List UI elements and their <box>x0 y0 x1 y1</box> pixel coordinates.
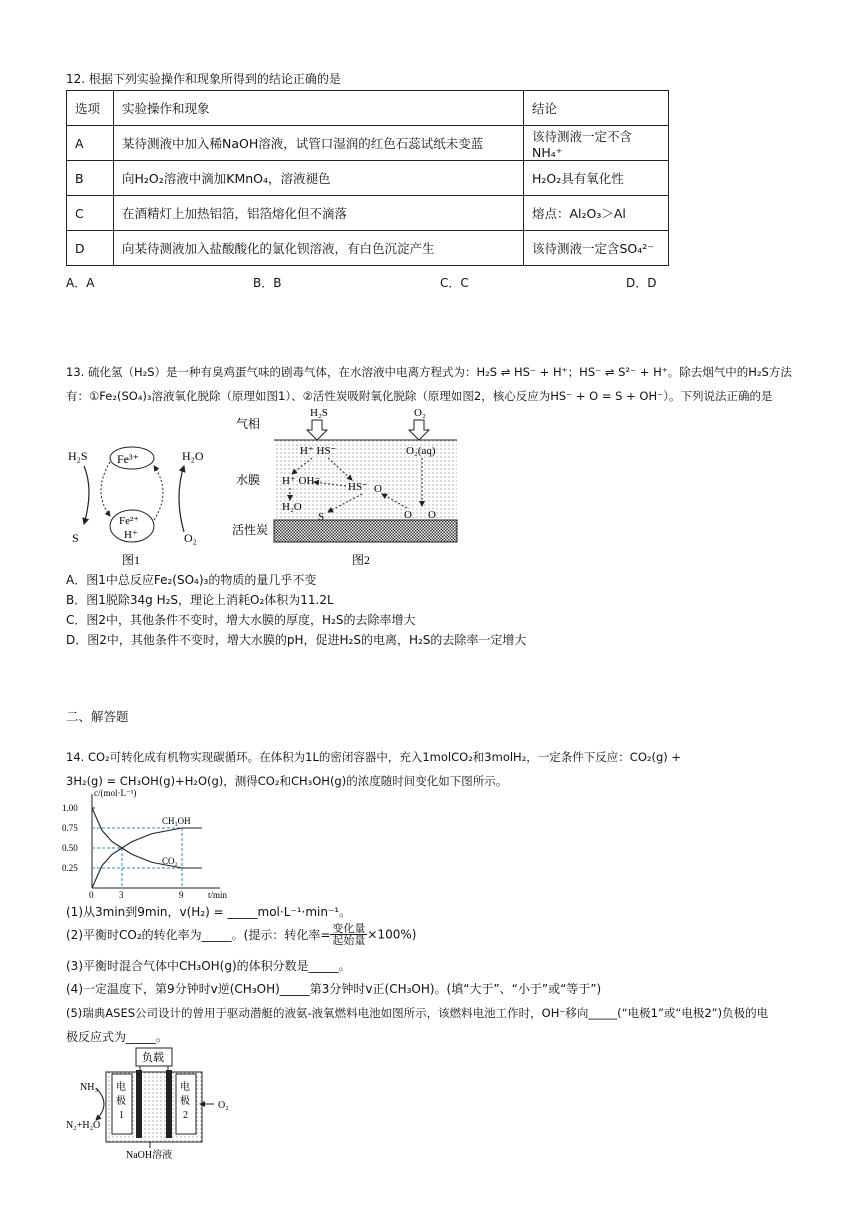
table-cell-option: A <box>67 126 114 161</box>
table-header: 结论 <box>524 91 669 126</box>
n2h2o-label: N₂+H₂O <box>66 1120 101 1131</box>
x-axis-label: t/min <box>208 890 228 900</box>
electrode-1-label: 极 <box>116 1096 126 1107</box>
q12-table <box>66 90 669 266</box>
table-row <box>67 126 669 161</box>
x-tick-label: 9 <box>179 890 184 900</box>
series-label: CO₂ <box>162 856 178 866</box>
q14-sub2 <box>66 923 416 949</box>
fig2-carbon: 活性炭 <box>232 523 269 537</box>
fig2-hs: HS⁻ <box>348 481 368 493</box>
q13-stem-line2: 有：①Fe₂(SO₄)₃溶液氧化脱除（原理如图1）、②活性炭吸附氧化脱除（原理如图2，核心反应为HS⁻ + O = S + OH⁻）。下列说法正确的是 <box>66 389 773 403</box>
nh3-label: NH₃ <box>80 1082 98 1093</box>
q14-sub4: (4)一定温度下，第9分钟时v逆(CH₃OH)_____第3分钟时v正(CH₃OH)。(填“大于”、“小于”或“等于”) <box>66 982 602 996</box>
electrode-1-label: 1 <box>119 1110 124 1121</box>
table-cell-operation: 向某待测液加入盐酸酸化的氯化钡溶液，有白色沉淀产生 <box>114 231 524 266</box>
fig2-o-right: O <box>428 509 436 521</box>
fig1-fe3: Fe³⁺ <box>117 452 139 466</box>
table-cell-conclusion: 熔点：Al₂O₃＞Al <box>524 196 669 231</box>
q13-choice[interactable]: D．图2中，其他条件不变时，增大水膜的pH，促进H₂S的电离，H₂S的去除率一定增大 <box>66 633 527 647</box>
q14-sub2-pre: (2)平衡时CO₂的转化率为_____。(提示：转化率= <box>66 928 331 942</box>
q13-stem-line1: 13. 硫化氢（H₂S）是一种有臭鸡蛋气味的剧毒气体，在水溶液中电离方程式为：H₂S ⇌ HS⁻ + H⁺；HS⁻ ⇌ S²⁻ + H⁺。除去烟气中的H₂S方法 <box>66 365 792 379</box>
fig2-h-oh: H⁺ OH⁻ <box>282 475 321 487</box>
section-title: 二、解答题 <box>66 709 129 724</box>
figure-1-diagram <box>62 438 222 568</box>
fig1-h2o: H₂O <box>182 449 204 463</box>
load-label: 负载 <box>142 1052 164 1064</box>
q14-sub1: (1)从3min到9min，v(H₂) = _____mol·L⁻¹·min⁻¹。 <box>66 905 352 919</box>
electrode-2-label: 2 <box>183 1110 188 1121</box>
fig2-s: S <box>318 511 325 523</box>
table-cell-conclusion: 该待测液一定不含NH₄⁺ <box>524 126 669 161</box>
electrolyte-label: NaOH溶液 <box>126 1150 173 1161</box>
q12-stem: 12. 根据下列实验操作和现象所得到的结论正确的是 <box>66 72 341 86</box>
fig2-h-hs: H⁺ HS⁻ <box>300 445 337 457</box>
table-cell-option: C <box>67 196 114 231</box>
q12-choice[interactable]: A．A <box>66 276 95 290</box>
fig2-o2-in: O₂ <box>414 407 426 419</box>
q13-choice[interactable]: C．图2中，其他条件不变时，增大水膜的厚度，H₂S的去除率增大 <box>66 613 416 627</box>
q14-sub5-line2: 极反应式为_____。 <box>66 1030 169 1044</box>
q14-sub5-line1: (5)瑞典ASES公司设计的曾用于驱动潜艇的液氨-液氧燃料电池如图所示，该燃料电池工作时，OH⁻移向_____(“电极1”或“电极2”)负极的电 <box>66 1006 769 1020</box>
q14-sub3: (3)平衡时混合气体中CH₃OH(g)的体积分数是_____。 <box>66 959 351 973</box>
concentration-time-chart <box>60 788 230 900</box>
table-cell-option: D <box>67 231 114 266</box>
table-cell-operation: 在酒精灯上加热铝箔，铝箔熔化但不滴落 <box>114 196 524 231</box>
fig1-hplus: H⁺ <box>124 529 138 541</box>
fig2-o2aq: O₂(aq) <box>406 445 436 457</box>
o2-label: O₂ <box>218 1100 229 1111</box>
fraction <box>330 923 367 946</box>
table-cell-option: B <box>67 161 114 196</box>
fig1-h2s: H₂S <box>68 449 88 463</box>
fig2-caption: 图2 <box>352 553 371 567</box>
table-cell-conclusion: 该待测液一定含SO₄²⁻ <box>524 231 669 266</box>
table-header: 选项 <box>67 91 114 126</box>
q14-stem-line1: 14. CO₂可转化成有机物实现碳循环。在体积为1L的密闭容器中，充入1molCO₂和3molH₂，一定条件下反应：CO₂(g) + <box>66 750 682 764</box>
fig1-s: S <box>72 531 79 545</box>
y-tick-label: 0.75 <box>62 823 78 833</box>
fraction-numerator: 变化量 <box>332 922 366 935</box>
q14-stem-line2: 3H₂(g) = CH₃OH(g)+H₂O(g)，测得CO₂和CH₃OH(g)的浓度随时间变化如下图所示。 <box>66 774 508 788</box>
y-tick-label: 0.50 <box>62 843 78 853</box>
table-cell-conclusion: H₂O₂具有氧化性 <box>524 161 669 196</box>
table-row <box>67 161 669 196</box>
fig1-fe2: Fe²⁺ <box>119 515 140 527</box>
x-tick-label: 3 <box>119 890 124 900</box>
fig2-h2s-in: H₂S <box>310 407 328 419</box>
q13-choice[interactable]: A．图1中总反应Fe₂(SO₄)₃的物质的量几乎不变 <box>66 573 317 587</box>
series-label: CH₃OH <box>162 816 191 826</box>
electrode-1-label: 电 <box>116 1082 126 1093</box>
fig2-gas-phase: 气相 <box>236 417 261 431</box>
q12-choice[interactable]: B．B <box>253 276 282 290</box>
fig1-o2: O₂ <box>184 531 197 545</box>
figure-2-diagram <box>232 404 462 570</box>
fig1-caption: 图1 <box>122 553 141 567</box>
electrode-2-label: 极 <box>180 1096 190 1107</box>
table-row <box>67 196 669 231</box>
q14-sub2-post: ×100%) <box>367 927 417 942</box>
fig2-o-mid: O <box>374 483 382 495</box>
fig2-h2o: H₂O <box>282 501 302 513</box>
table-cell-operation: 某待测液中加入稀NaOH溶液，试管口湿润的红色石蕊试纸未变蓝 <box>114 126 524 161</box>
electrode-2 <box>166 1070 172 1138</box>
y-tick-label: 0.25 <box>62 863 78 873</box>
electrode-1 <box>136 1070 142 1138</box>
table-header-row <box>67 91 669 126</box>
y-axis-label: c/(mol·L⁻¹) <box>94 788 137 798</box>
fig2-water-film: 水膜 <box>236 473 261 487</box>
fuel-cell-diagram <box>64 1044 244 1162</box>
q13-choice[interactable]: B．图1脱除34g H₂S，理论上消耗O₂体积为11.2L <box>66 593 334 607</box>
fraction-denominator: 起始量 <box>332 934 366 947</box>
table-header: 实验操作和现象 <box>114 91 524 126</box>
q12-choice[interactable]: D．D <box>626 276 657 290</box>
y-tick-label: 1.00 <box>62 803 78 813</box>
x-tick-label: 0 <box>89 890 94 900</box>
electrode-2-label: 电 <box>180 1082 190 1093</box>
q12-choice[interactable]: C．C <box>440 276 469 290</box>
fig2-o-left: O <box>404 509 412 521</box>
table-cell-operation: 向H₂O₂溶液中滴加KMnO₄，溶液褪色 <box>114 161 524 196</box>
table-row <box>67 231 669 266</box>
